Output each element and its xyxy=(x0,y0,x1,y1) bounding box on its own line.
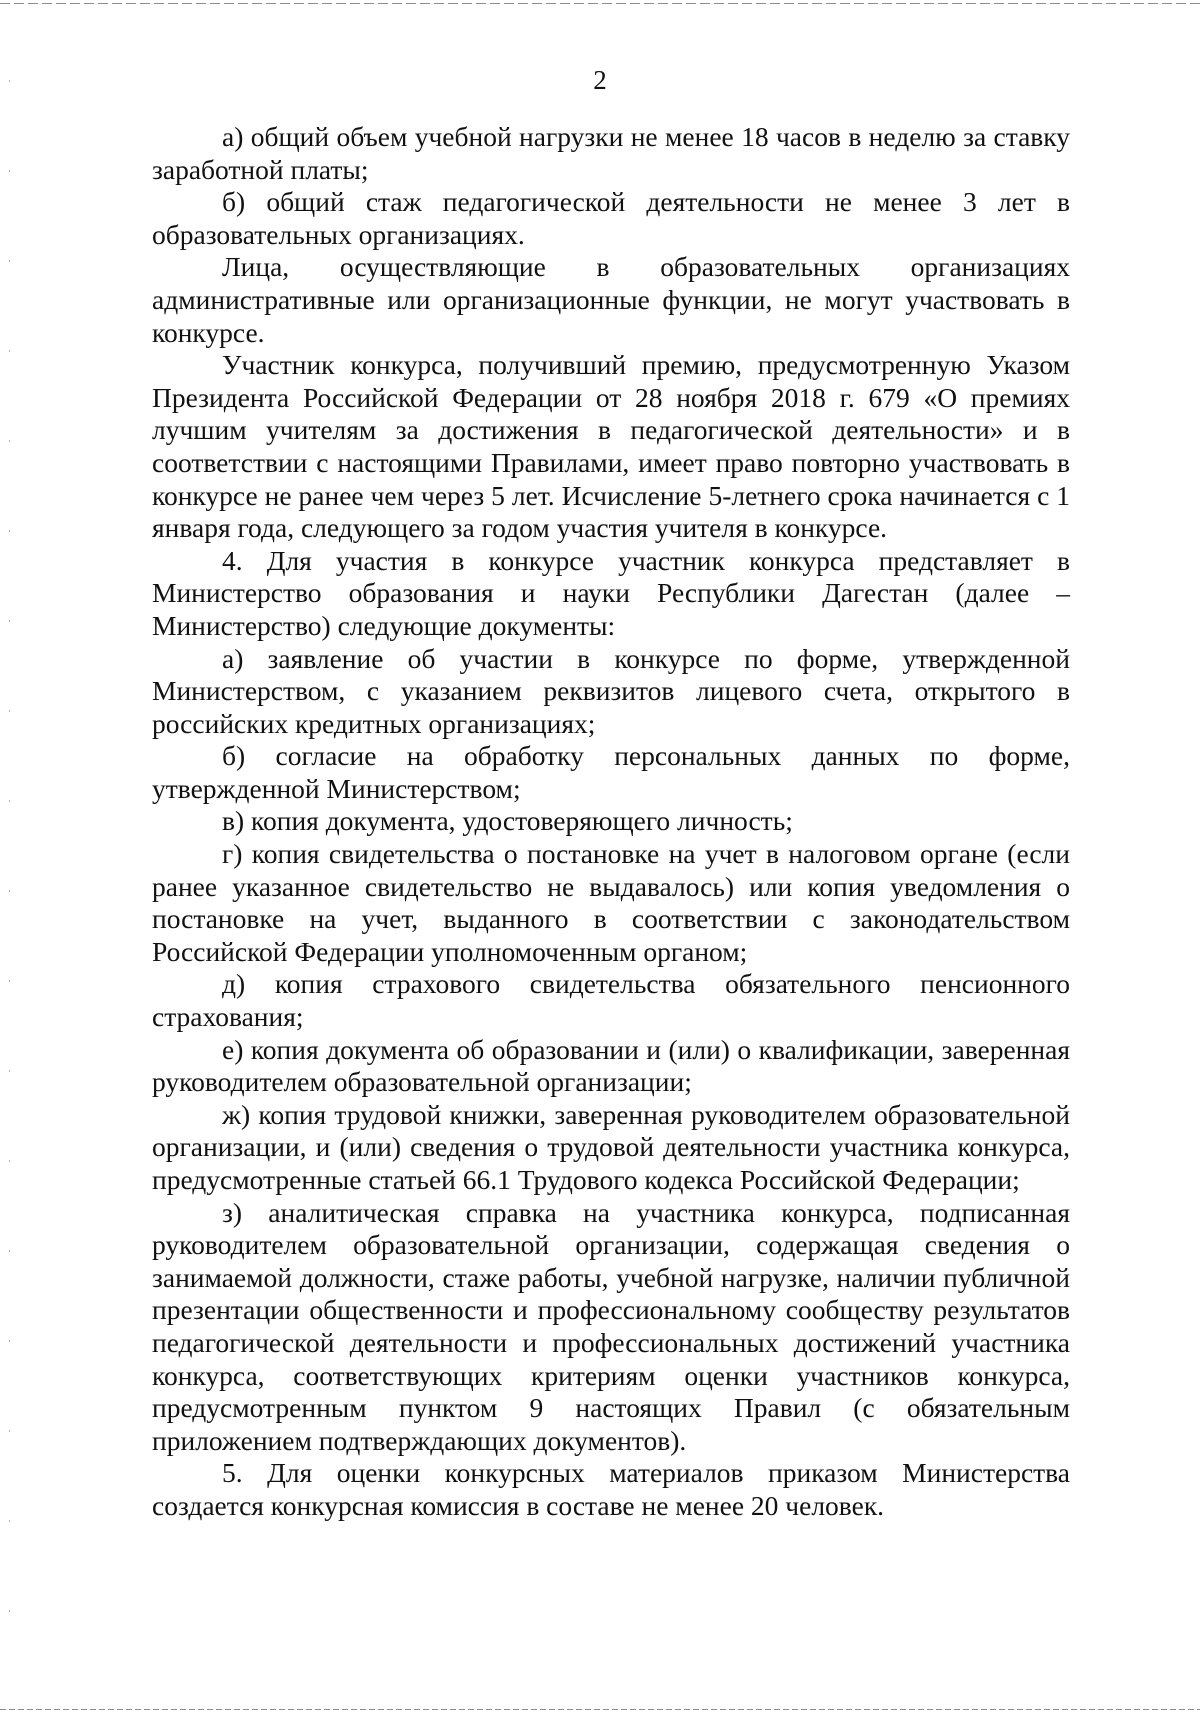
paragraph-b-experience: б) общий стаж педагогической деятельности не менее 3 лет в образовательных организациях. xyxy=(152,186,1070,250)
paragraph-admin-exclusion: Лица, осуществляющие в образовательных организациях административные или организационные функции, не могут участвовать в конкурсе. xyxy=(152,251,1070,348)
paragraph-4b-consent: б) согласие на обработку персональных данных по форме, утвержденной Министерством; xyxy=(152,740,1070,804)
page-number: 2 xyxy=(593,65,607,95)
paragraph-4d-pension-insurance: д) копия страхового свидетельства обязательного пенсионного страхования; xyxy=(152,968,1070,1033)
paragraph-a-teaching-load: а) общий объем учебной нагрузки не менее 18 часов в неделю за ставку заработной платы; xyxy=(152,121,1070,185)
scan-edge-left xyxy=(9,40,10,1680)
paragraph-4zh-work-record: ж) копия трудовой книжки, заверенная руководителем образовательной организации, и (или) сведения о трудовой деятельности участника конкурса, предусмотренные статьей 66.1 Трудового кодекса Российской Федерации; xyxy=(152,1098,1070,1195)
document-body xyxy=(152,121,1070,1523)
scan-edge-top xyxy=(0,3,1200,4)
paragraph-4z-analytical-report: з) аналитическая справка на участника конкурса, подписанная руководителем образовательной организации, содержащая сведения о занимаемой должности, стаже работы, учебной нагрузке, наличии публичной презентации общественности и профессиональному сообществу результатов педагогической деятельности и профессиональных достижений участника конкурса, соответствующих критериям оценки участников конкурса, предусмотренным пунктом 9 настоящих Правил (с обязательным приложением подтверждающих документов). xyxy=(152,1196,1070,1456)
paragraph-repeat-participation: Участник конкурса, получивший премию, предусмотренную Указом Президента Российской Федерации от 28 ноября 2018 г. 679 «О премиях лучшим учителям за достижения в педагогической деятельности» и в соответствии с настоящими Правилами, имеет право повторно участвовать в конкурсе не ранее чем через 5 лет. Исчисление 5-летнего срока начинается с 1 января года, следующего за годом участия учителя в конкурсе. xyxy=(152,349,1070,544)
paragraph-5-commission: 5. Для оценки конкурсных материалов приказом Министерства создается конкурсная комиссия в составе не менее 20 человек. xyxy=(152,1457,1070,1521)
paragraph-4g-tax-certificate: г) копия свидетельства о постановке на учет в налоговом органе (если ранее указанное свидетельство не выдавалось) или копия уведомления о постановке на учет, выданного в соответствии с законодательством Российской Федерации уполномоченным органом; xyxy=(152,838,1070,967)
paragraph-4-documents: 4. Для участия в конкурсе участник конкурса представляет в Министерство образования и науки Республики Дагестан (далее – Министерство) следующие документы: xyxy=(152,544,1070,641)
paragraph-4e-education: е) копия документа об образовании и (или) о квалификации, заверенная руководителем образовательной организации; xyxy=(152,1033,1070,1098)
paragraph-4a-application: а) заявление об участии в конкурсе по форме, утвержденной Министерством, с указанием реквизитов лицевого счета, открытого в российских кредитных организациях; xyxy=(152,642,1070,739)
scan-edge-bottom xyxy=(0,1709,1200,1710)
paragraph-4v-identity: в) копия документа, удостоверяющего личность; xyxy=(222,805,793,837)
